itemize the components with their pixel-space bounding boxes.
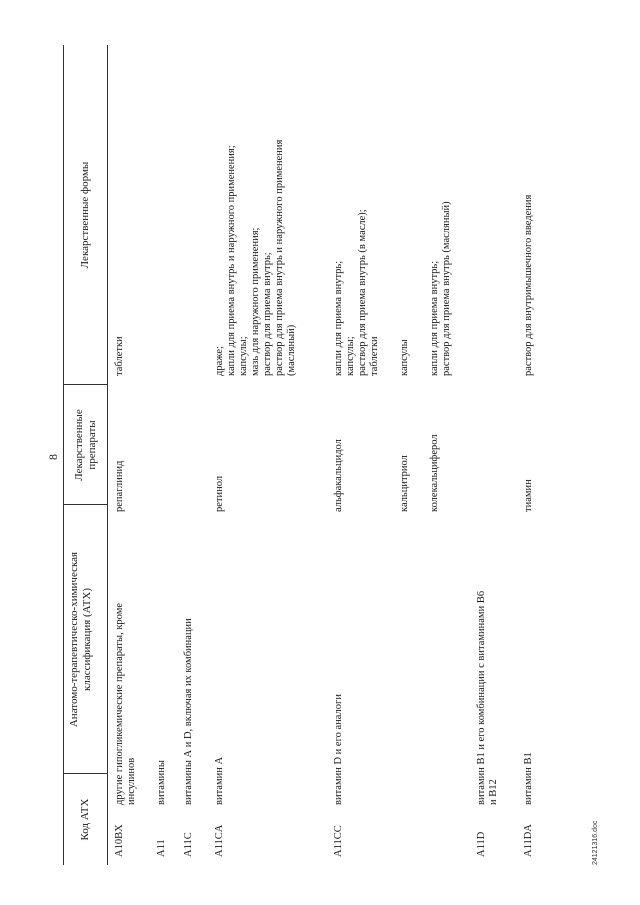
row-a11ca-form: (масляный) bbox=[286, 324, 297, 376]
row-a11cc-drug: альфакальцидол bbox=[333, 439, 344, 512]
row-a11ca-drug: ретинол bbox=[214, 475, 225, 512]
row-a10bx-code: A10BX bbox=[114, 824, 125, 857]
row-a11-code: A11 bbox=[156, 839, 167, 857]
header-bottom-border bbox=[107, 45, 108, 865]
row-colecalciferol-form: раствор для приема внутрь (масляный) bbox=[441, 201, 452, 376]
page-number: 8 bbox=[46, 454, 60, 460]
row-a11ca-form: раствор для приема внутрь и наружного применения bbox=[274, 139, 285, 376]
header-forms: Лекарственные формы bbox=[79, 161, 91, 269]
header-code: Код АТХ bbox=[79, 798, 91, 841]
row-a11da-drug: тиамин bbox=[523, 479, 534, 512]
row-a11cc-form: капсулы; bbox=[345, 336, 356, 376]
row-a10bx-classification: другие гипогликемические препараты, кроме bbox=[114, 602, 125, 805]
row-a11cc-form: таблетки bbox=[369, 336, 380, 376]
row-a11da-code: A11DA bbox=[523, 824, 534, 857]
row-calcitriol-form: капсулы bbox=[399, 339, 410, 376]
row-a11d-code: A11D bbox=[476, 831, 487, 857]
row-a11ca-form: капсулы; bbox=[238, 336, 249, 376]
row-a11ca-code: A11CA bbox=[214, 824, 225, 857]
row-a10bx-classification: инсулинов bbox=[126, 757, 137, 805]
row-a11cc-code: A11CC bbox=[333, 825, 344, 857]
row-a10bx-form: таблетки bbox=[114, 336, 125, 376]
header-drugs-line1: Лекарственные bbox=[73, 409, 85, 481]
row-a11c-classification: витамины А и D, включая их комбинации bbox=[183, 618, 194, 805]
row-colecalciferol-form: капли для приема внутрь; bbox=[429, 260, 440, 376]
row-a11ca-form: раствор для приема внутрь; bbox=[262, 252, 273, 376]
table-top-border bbox=[63, 45, 64, 865]
row-a11-classification: витамины bbox=[156, 760, 167, 805]
row-a11ca-classification: витамин А bbox=[214, 756, 225, 805]
row-a11cc-form: капли для приема внутрь; bbox=[333, 260, 344, 376]
footer-filename: 24121316.doc bbox=[592, 820, 599, 865]
row-colecalciferol-drug: колекальциферол bbox=[429, 434, 440, 512]
row-a11d-classification: и В12 bbox=[488, 779, 499, 805]
row-a11ca-form: капли для приема внутрь и наружного применения; bbox=[226, 145, 237, 376]
row-a11cc-classification: витамин D и его аналоги bbox=[333, 694, 344, 805]
row-a11d-classification: витамин В1 и его комбинации с витаминами В6 bbox=[476, 590, 487, 805]
row-a11c-code: A11C bbox=[183, 832, 194, 857]
row-a11da-classification: витамин В1 bbox=[523, 752, 534, 805]
row-a10bx-drug: репаглинид bbox=[114, 460, 125, 512]
row-a11cc-form: раствор для приема внутрь (в масле); bbox=[357, 209, 368, 376]
header-classification-line2: классификация (АТХ) bbox=[81, 588, 93, 691]
row-a11ca-form: драже; bbox=[214, 346, 225, 376]
header-classification-line1: Анатомо-терапевтическо-химическая bbox=[68, 551, 80, 728]
row-a11ca-form: мазь для наружного применения; bbox=[250, 227, 261, 376]
row-calcitriol-drug: кальцитриол bbox=[399, 455, 410, 512]
row-a11da-form: раствор для внутримышечного введения bbox=[523, 194, 534, 376]
header-drugs-line2: препараты bbox=[86, 420, 98, 470]
